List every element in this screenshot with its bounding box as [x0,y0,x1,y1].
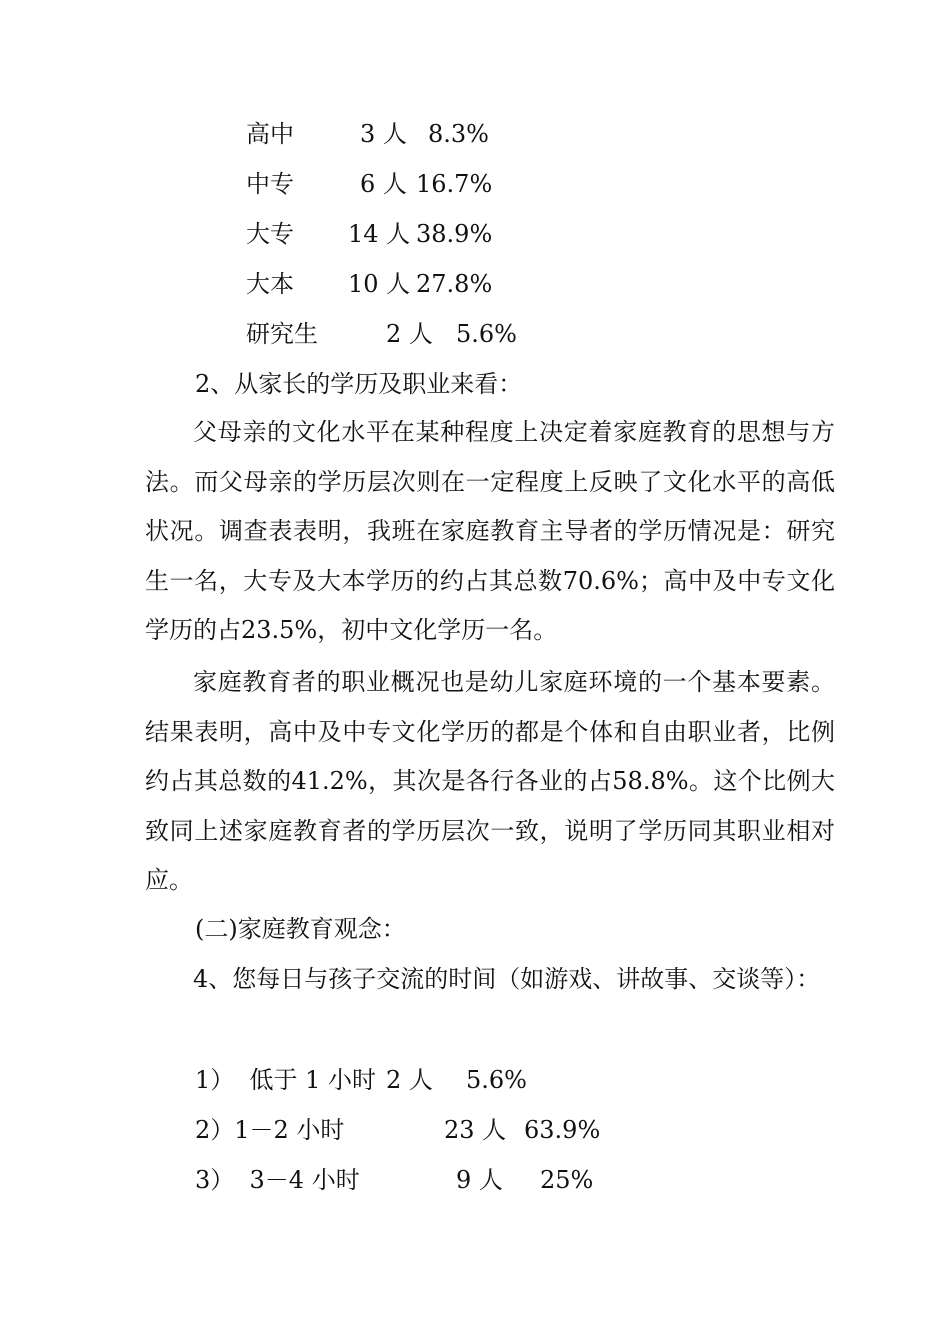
education-percent: 8.3% [428,120,489,148]
education-count: 6 人 [360,170,407,198]
education-percent: 38.9% [416,220,493,248]
body-paragraph: 父母亲的文化水平在某种程度上决定着家庭教育的思想与方法。而父母亲的学历层次则在一定程度上反映了文化水平的高低状况。调查表表明，我班在家庭教育主导者的学历情况是：研究生一名，大专及大本学历的约占其总数70.6%；高中及中专文化学历的占23.5%，初中文化学历一名。 [145,418,835,644]
education-count: 3 人 [360,120,407,148]
education-count: 10 人 [348,270,411,298]
education-level: 大专 [246,220,294,248]
answer-count: 23 人 [444,1116,507,1144]
education-level: 中专 [246,170,294,198]
education-level: 大本 [246,270,294,298]
section-heading: (二)家庭教育观念： [195,915,406,943]
answer-option: 1） 低于 1 小时 [195,1066,377,1094]
education-level: 高中 [246,120,294,148]
education-count: 2 人 [386,320,433,348]
education-level: 研究生 [246,320,318,348]
answer-percent: 63.9% [524,1116,601,1144]
education-count: 14 人 [348,220,411,248]
answer-option: 3） 3－4 小时 [195,1166,360,1194]
education-percent: 5.6% [456,320,517,348]
answer-count: 9 人 [456,1166,503,1194]
education-percent: 27.8% [416,270,493,298]
body-paragraph: 家庭教育者的职业概况也是幼儿家庭环境的一个基本要素。结果表明，高中及中专文化学历的都是个体和自由职业者，比例约占其总数的41.2%，其次是各行各业的占58.8%。这个比例大致同上述家庭教育者的学历层次一致，说明了学历同其职业相对应。 [145,668,835,894]
answer-percent: 5.6% [466,1066,527,1094]
answer-option: 2）1－2 小时 [195,1116,345,1144]
section-heading: 2、从家长的学历及职业来看： [195,370,523,398]
answer-count: 2 人 [386,1066,433,1094]
question-text: 4、您每日与孩子交流的时间（如游戏、讲故事、交谈等）： [193,965,821,993]
education-percent: 16.7% [416,170,493,198]
answer-percent: 25% [540,1166,594,1194]
